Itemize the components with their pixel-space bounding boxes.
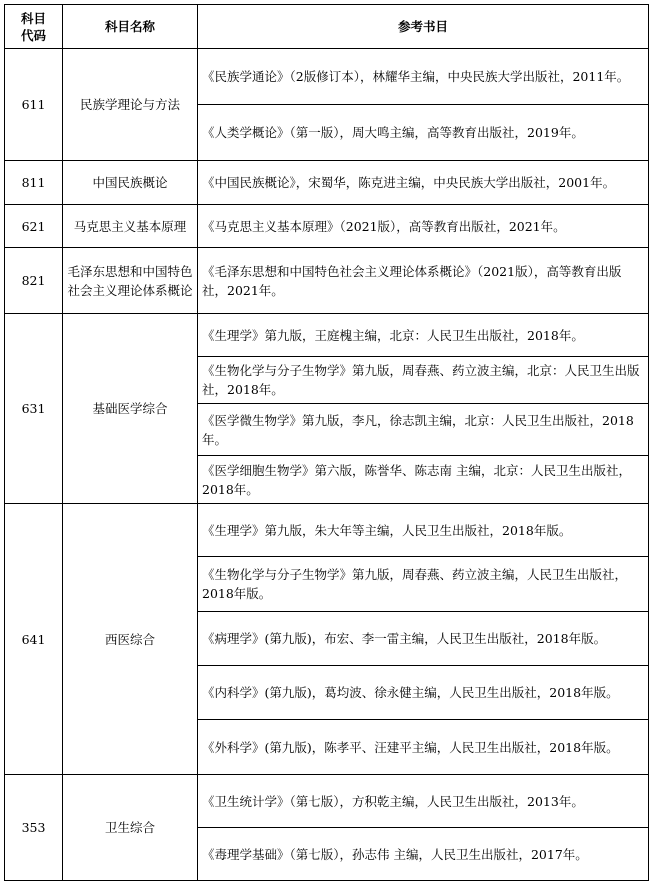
reference-book: 《外科学》(第九版)，陈孝平、汪建平主编，人民卫生出版社，2018年版。: [198, 720, 649, 775]
reference-book: 《中国民族概论》，宋蜀华，陈克进主编，中央民族大学出版社，2001年。: [198, 161, 649, 205]
header-books: 参考书目: [198, 5, 649, 49]
subject-name: 毛泽东思想和中国特色社会主义理论体系概论: [63, 248, 198, 314]
reference-book: 《马克思主义基本原理》（2021版），高等教育出版社，2021年。: [198, 205, 649, 248]
table-row: [5, 161, 649, 205]
table-body: [5, 5, 649, 881]
header-code: 科目代码: [5, 5, 63, 49]
table-row: [5, 205, 649, 248]
subject-name: 中国民族概论: [63, 161, 198, 205]
subject-code: 631: [5, 314, 63, 504]
reference-book: 《病理学》(第九版)，布宏、李一雷主编，人民卫生出版社，2018年版。: [198, 612, 649, 666]
reference-book: 《生理学》第九版，朱大年等主编，人民卫生出版社，2018年版。: [198, 504, 649, 557]
header-name: 科目名称: [63, 5, 198, 49]
subject-name: 卫生综合: [63, 775, 198, 881]
subject-name: 基础医学综合: [63, 314, 198, 504]
table-row: [5, 314, 649, 357]
reference-book: 《医学细胞生物学》第六版，陈誉华、陈志南 主编，北京：人民卫生出版社，2018年。: [198, 456, 649, 504]
table-row: [5, 775, 649, 828]
subject-name: 西医综合: [63, 504, 198, 775]
subject-code: 821: [5, 248, 63, 314]
table-row: [5, 504, 649, 557]
subject-name: 马克思主义基本原理: [63, 205, 198, 248]
subject-code: 353: [5, 775, 63, 881]
subject-code: 641: [5, 504, 63, 775]
reference-book: 《毛泽东思想和中国特色社会主义理论体系概论》（2021版），高等教育出版社，2021年。: [198, 248, 649, 314]
reference-book-table: [4, 4, 649, 881]
subject-code: 621: [5, 205, 63, 248]
subject-code: 611: [5, 49, 63, 161]
reference-book: 《医学微生物学》第九版，李凡，徐志凯主编，北京：人民卫生出版社，2018年。: [198, 404, 649, 456]
header-row: [5, 5, 649, 49]
table-row: [5, 248, 649, 314]
reference-book: 《民族学通论》（2版修订本），林耀华主编，中央民族大学出版社，2011年。: [198, 49, 649, 105]
subject-name: 民族学理论与方法: [63, 49, 198, 161]
subject-code: 811: [5, 161, 63, 205]
reference-book: 《内科学》(第九版)，葛均波、徐永健主编，人民卫生出版社，2018年版。: [198, 666, 649, 720]
reference-book: 《卫生统计学》（第七版），方积乾主编，人民卫生出版社，2013年。: [198, 775, 649, 828]
reference-book: 《生物化学与分子生物学》第九版，周春燕、药立波主编，北京：人民卫生出版社，2018年。: [198, 357, 649, 404]
reference-book: 《生理学》第九版，王庭槐主编，北京：人民卫生出版社，2018年。: [198, 314, 649, 357]
reference-book: 《人类学概论》（第一版），周大鸣主编，高等教育出版社，2019年。: [198, 105, 649, 161]
table-row: [5, 49, 649, 105]
reference-book: 《毒理学基础》（第七版），孙志伟 主编，人民卫生出版社，2017年。: [198, 828, 649, 881]
reference-book: 《生物化学与分子生物学》第九版，周春燕、药立波主编，人民卫生出版社，2018年版。: [198, 557, 649, 612]
